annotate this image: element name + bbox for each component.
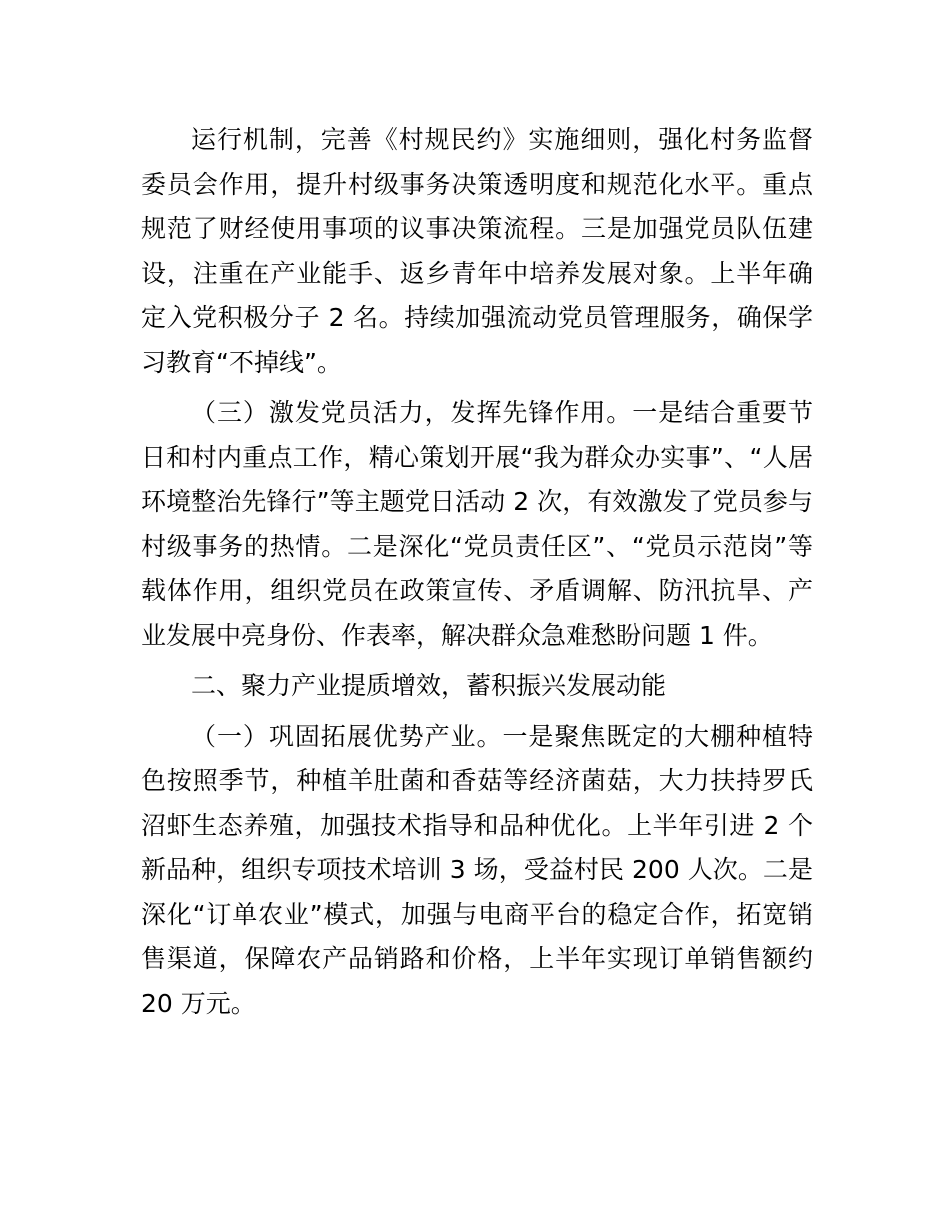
paragraph-governance: 运行机制，完善《村规民约》实施细则，强化村务监督委员会作用，提升村级事务决策透明度和规范化水平。重点规范了财经使用事项的议事决策流程。三是加强党员队伍建设，注重在产业能手、返乡青年中培养发展对象。上半年确定入党积极分子 2 名。持续加强流动党员管理服务，确保学习教育“不掉线”。 (141, 125, 813, 377)
document-body (141, 118, 813, 1032)
section-heading-industry: 二、聚力产业提质增效，蓄积振兴发展动能 (191, 671, 667, 700)
paragraph-party-vitality: （三）激发党员活力，发挥先锋作用。一是结合重要节日和村内重点工作，精心策划开展“我为群众办实事”、“人居环境整治先锋行”等主题党日活动 2 次，有效激发了党员参与村级事务的热情。二是深化“党员责任区”、“党员示范岗”等载体作用，组织党员在政策宣传、矛盾调解、防汛抗旱、产业发展中亮身份、作表率，解决群众急难愁盼问题 1 件。 (141, 398, 813, 650)
paragraph-industry: （一）巩固拓展优势产业。一是聚焦既定的大棚种植特色按照季节，种植羊肚菌和香菇等经济菌菇，大力扶持罗氏沼虾生态养殖，加强技术指导和品种优化。上半年引进 2 个新品种，组织专项技术培训 3 场，受益村民 200 人次。二是深化“订单农业”模式，加强与电商平台的稳定合作，拓宽销售渠道，保障农产品销路和价格，上半年实现订单销售额约 20 万元。 (141, 721, 813, 1018)
